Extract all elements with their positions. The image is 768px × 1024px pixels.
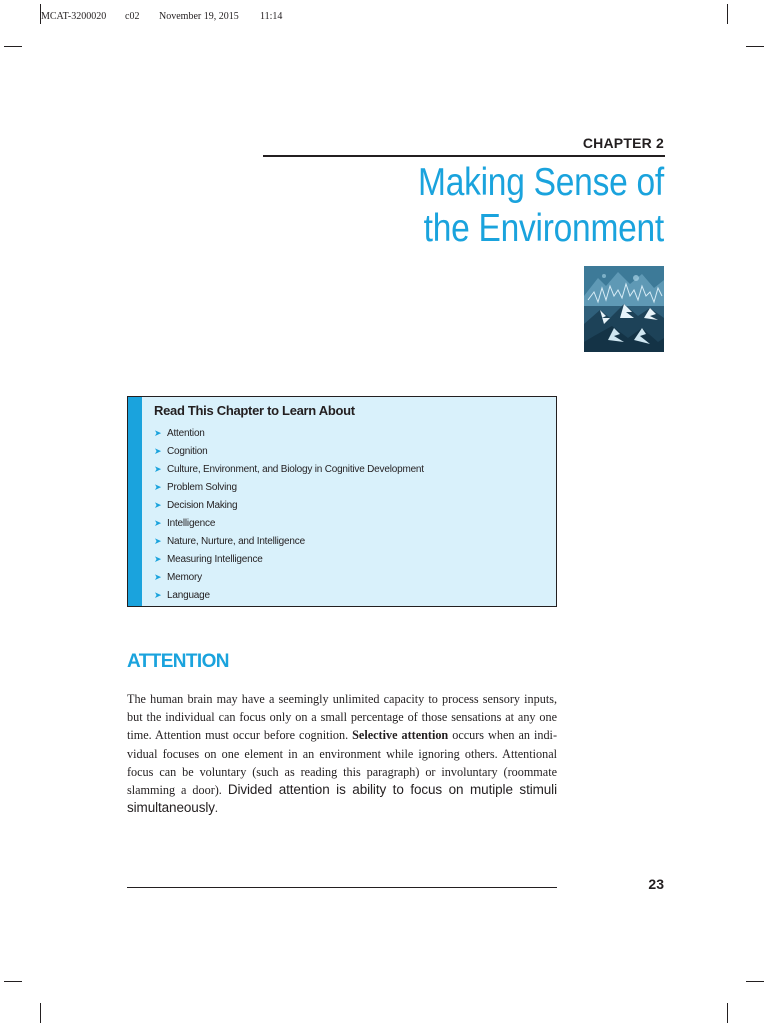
paragraph-line: focus can be voluntary (such as reading this paragraph) or involuntary (roommate xyxy=(127,764,557,779)
chapter-label: CHAPTER 2 xyxy=(582,135,664,151)
paragraph-line: vidual focuses on one element in an environment while ignoring others. Attentional xyxy=(127,746,557,761)
arrow-bullet-icon: ➤ xyxy=(154,589,162,600)
key-term: Selective attention xyxy=(352,728,449,743)
added-sentence-period: . xyxy=(214,801,218,816)
list-item-label: Memory xyxy=(167,571,202,583)
arrow-bullet-icon: ➤ xyxy=(154,535,162,546)
slug-date: November 19, 2015 xyxy=(159,11,239,22)
paragraph-line xyxy=(127,781,557,817)
crop-mark xyxy=(4,981,22,982)
slug-file: MCAT-3200020 xyxy=(41,11,107,22)
learning-box-accent-bar xyxy=(128,397,142,606)
list-item xyxy=(154,442,424,460)
crop-mark xyxy=(4,46,22,47)
chapter-title-line-2: the Environment xyxy=(423,207,664,250)
list-item xyxy=(154,568,424,586)
footer-rule xyxy=(127,887,557,888)
chapter-title-line-1: Making Sense of xyxy=(418,161,664,204)
list-item xyxy=(154,532,424,550)
crop-mark xyxy=(727,1003,728,1023)
slug-chapter-code: c02 xyxy=(125,11,140,22)
list-item xyxy=(154,550,424,568)
list-item-label: Language xyxy=(167,589,210,601)
arrow-bullet-icon: ➤ xyxy=(154,517,162,528)
list-item-label: Nature, Nurture, and Intelligence xyxy=(167,535,305,547)
learning-box-title: Read This Chapter to Learn About xyxy=(154,403,355,418)
list-item-label: Decision Making xyxy=(167,499,238,511)
section-heading: ATTENTION xyxy=(127,651,229,672)
arrow-bullet-icon: ➤ xyxy=(154,463,162,474)
list-item xyxy=(154,478,424,496)
paragraph-text: occurs when an indi- xyxy=(448,728,558,743)
slug-line xyxy=(41,11,282,22)
page-number: 23 xyxy=(648,876,664,892)
list-item xyxy=(154,586,424,604)
list-item xyxy=(154,496,424,514)
list-item-label: Problem Solving xyxy=(167,481,237,493)
crop-mark xyxy=(727,4,728,24)
list-item-label: Measuring Intelligence xyxy=(167,553,263,565)
arrow-bullet-icon: ➤ xyxy=(154,445,162,456)
paragraph-line xyxy=(127,726,557,744)
arrow-bullet-icon: ➤ xyxy=(154,571,162,582)
list-item-label: Culture, Environment, and Biology in Cognitive Development xyxy=(167,463,424,475)
chapter-illustration xyxy=(584,266,664,352)
crop-mark xyxy=(746,46,764,47)
arrow-bullet-icon: ➤ xyxy=(154,499,162,510)
list-item xyxy=(154,424,424,442)
arrow-bullet-icon: ➤ xyxy=(154,481,162,492)
crop-mark xyxy=(746,981,764,982)
body-paragraph xyxy=(127,690,557,817)
list-item-label: Intelligence xyxy=(167,517,216,529)
learning-objectives-box xyxy=(127,396,557,607)
title-rule xyxy=(263,155,665,157)
arrow-bullet-icon: ➤ xyxy=(154,427,162,438)
crop-mark xyxy=(40,1003,41,1023)
added-sentence: Divided attention is ability to focus on mutiple stimuli simultaneously xyxy=(127,782,557,816)
paragraph-line: The human brain may have a seemingly unlimited capacity to process sensory inputs, xyxy=(127,692,557,706)
paragraph-line: but the individual can focus only on a small percentage of those sensations at any one xyxy=(127,710,557,725)
paragraph-text: time. Attention must occur before cognition. xyxy=(127,728,353,743)
arrow-bullet-icon: ➤ xyxy=(154,553,162,564)
list-item xyxy=(154,460,424,478)
chapter-title xyxy=(303,160,664,252)
list-item xyxy=(154,514,424,532)
slug-time: 11:14 xyxy=(260,11,283,22)
paragraph-text: slamming a door). xyxy=(127,783,228,798)
list-item-label: Cognition xyxy=(167,445,208,457)
learning-objectives-list xyxy=(154,424,424,604)
list-item-label: Attention xyxy=(167,427,205,439)
